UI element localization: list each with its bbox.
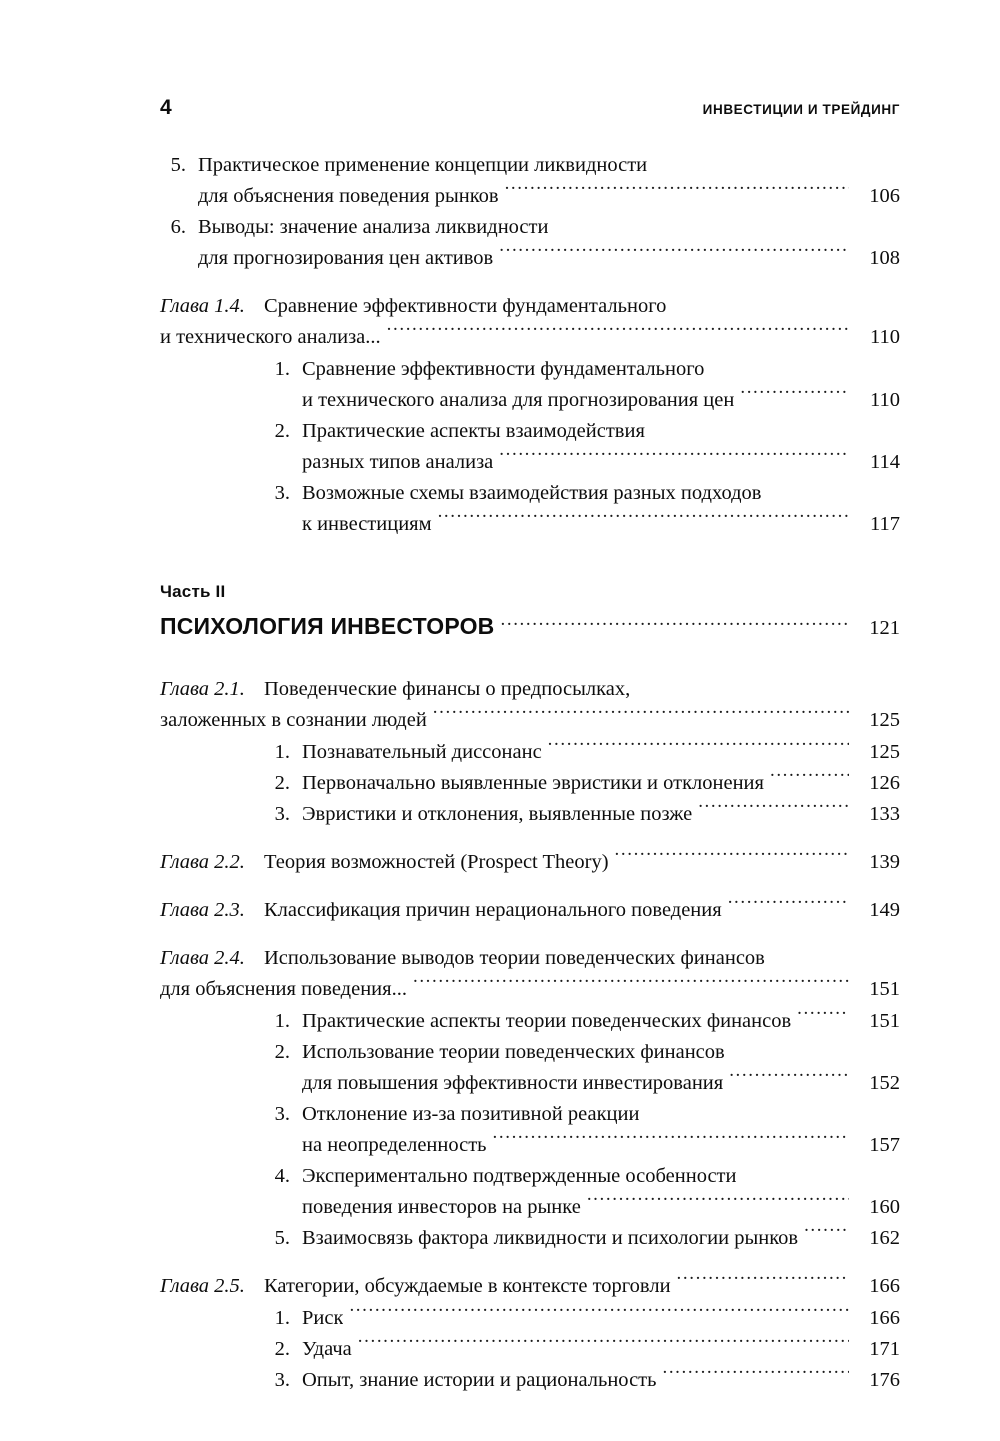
toc-entry[interactable] bbox=[264, 1223, 900, 1254]
toc-chapter-entry[interactable] bbox=[160, 847, 900, 878]
toc-item-number: 1. bbox=[274, 358, 290, 380]
toc-item-number: 1. bbox=[274, 1010, 290, 1032]
toc-item-number: 5. bbox=[274, 1227, 290, 1249]
toc-chapter-label: Глава 2.5. bbox=[160, 1275, 245, 1297]
leader-dots bbox=[413, 975, 849, 996]
toc-chapter-title: Поведенческие финансы о предпосылках, bbox=[264, 678, 631, 700]
toc-page-number[interactable]: 152 bbox=[869, 1072, 900, 1094]
toc-item-number: 2. bbox=[274, 1338, 290, 1360]
toc-entry[interactable] bbox=[264, 1334, 900, 1365]
toc-page-number[interactable]: 157 bbox=[869, 1134, 900, 1156]
toc-item-number: 2. bbox=[274, 420, 290, 442]
toc-item-text-cont: и технического анализа для прогнозирования цен bbox=[302, 389, 735, 411]
toc-item-text: Выводы: значение анализа ликвидности bbox=[198, 216, 549, 238]
toc-entry[interactable] bbox=[264, 354, 900, 416]
page-header bbox=[160, 96, 900, 122]
toc-chapter-label: Глава 2.4. bbox=[160, 947, 245, 969]
toc-item-text: Опыт, знание истории и рациональность bbox=[302, 1369, 657, 1391]
toc-item-text-cont: для повышения эффективности инвестирования bbox=[302, 1072, 724, 1094]
toc-page-number[interactable]: 171 bbox=[869, 1338, 900, 1360]
leader-dots bbox=[548, 738, 849, 759]
toc-entry[interactable] bbox=[264, 1161, 900, 1223]
toc-page-number[interactable]: 117 bbox=[870, 513, 900, 535]
toc-item-text: Взаимосвязь фактора ликвидности и психологии рынков bbox=[302, 1227, 799, 1249]
toc-part-kicker: Часть II bbox=[160, 582, 226, 601]
running-head: ИНВЕСТИЦИИ И ТРЕЙДИНГ bbox=[702, 102, 900, 117]
toc-page-number[interactable]: 110 bbox=[870, 389, 900, 411]
toc-item-text: Первоначально выявленные эвристики и отклонения bbox=[302, 772, 764, 794]
table-of-contents bbox=[160, 150, 900, 1396]
toc-item-text: Практические аспекты теории поведенческих финансов bbox=[302, 1010, 792, 1032]
toc-entry[interactable] bbox=[264, 478, 900, 540]
leader-dots bbox=[358, 1335, 849, 1356]
toc-entry[interactable] bbox=[160, 150, 900, 212]
toc-part-title: ПСИХОЛОГИЯ ИНВЕСТОРОВ bbox=[160, 613, 495, 639]
toc-page-number[interactable]: 149 bbox=[869, 899, 900, 921]
toc-entry[interactable] bbox=[264, 1037, 900, 1099]
toc-item-text-cont: разных типов анализа bbox=[302, 451, 494, 473]
toc-chapter-label: Глава 1.4. bbox=[160, 295, 245, 317]
leader-dots bbox=[505, 182, 849, 203]
toc-entry[interactable] bbox=[264, 1099, 900, 1161]
toc-item-number: 3. bbox=[274, 803, 290, 825]
toc-chapter-title: Теория возможностей (Prospect Theory) bbox=[264, 851, 609, 873]
toc-item-text: Практические аспекты взаимодействия bbox=[302, 420, 645, 442]
toc-part-entry[interactable] bbox=[160, 582, 900, 640]
page-number: 4 bbox=[160, 96, 172, 119]
leader-dots bbox=[740, 386, 849, 407]
leader-dots bbox=[433, 706, 849, 727]
toc-item-text: Экспериментально подтвержденные особенности bbox=[302, 1165, 737, 1187]
leader-dots bbox=[493, 1131, 849, 1152]
toc-page-number[interactable]: 114 bbox=[870, 451, 900, 473]
leader-dots bbox=[698, 800, 849, 821]
toc-page-number[interactable]: 162 bbox=[869, 1227, 900, 1249]
leader-dots bbox=[729, 1069, 849, 1090]
toc-chapter-2-4-items bbox=[264, 1006, 900, 1254]
toc-chapter-title: Использование выводов теории поведенческих финансов bbox=[264, 947, 765, 969]
toc-item-number: 1. bbox=[274, 741, 290, 763]
toc-chapter-entry[interactable] bbox=[160, 895, 900, 926]
toc-item-text: Отклонение из-за позитивной реакции bbox=[302, 1103, 640, 1125]
toc-item-number: 3. bbox=[274, 1103, 290, 1125]
toc-item-text: Риск bbox=[302, 1307, 344, 1329]
toc-item-number: 5. bbox=[170, 154, 186, 176]
toc-item-number: 4. bbox=[274, 1165, 290, 1187]
leader-dots bbox=[797, 1007, 849, 1028]
toc-page-number[interactable]: 121 bbox=[869, 617, 900, 639]
toc-chapter-title-cont: для объяснения поведения... bbox=[160, 978, 407, 1000]
toc-item-number: 2. bbox=[274, 1041, 290, 1063]
toc-chapter-title: Сравнение эффективности фундаментального bbox=[264, 295, 667, 317]
leader-dots bbox=[587, 1193, 849, 1214]
toc-item-number: 2. bbox=[274, 772, 290, 794]
leader-dots bbox=[499, 244, 849, 265]
toc-item-text: Практическое применение концепции ликвидности bbox=[198, 154, 648, 176]
toc-item-number: 1. bbox=[274, 1307, 290, 1329]
toc-chapter-label: Глава 2.3. bbox=[160, 899, 245, 921]
toc-chapter-title-cont: заложенных в сознании людей bbox=[160, 709, 427, 731]
toc-item-text: Удача bbox=[302, 1338, 352, 1360]
toc-entry[interactable] bbox=[264, 737, 900, 768]
toc-chapter-entry[interactable] bbox=[160, 1271, 900, 1302]
toc-page-number[interactable]: 166 bbox=[869, 1307, 900, 1329]
toc-page-number[interactable]: 160 bbox=[869, 1196, 900, 1218]
leader-dots bbox=[501, 611, 850, 634]
toc-page-number[interactable]: 151 bbox=[869, 1010, 900, 1032]
toc-chapter-2-1-items bbox=[264, 737, 900, 830]
toc-chapter-label: Глава 2.2. bbox=[160, 851, 245, 873]
leader-dots bbox=[677, 1272, 849, 1293]
toc-item-text: Использование теории поведенческих финансов bbox=[302, 1041, 725, 1063]
toc-page-number[interactable]: 108 bbox=[869, 247, 900, 269]
toc-item-number: 3. bbox=[274, 482, 290, 504]
toc-item-number: 3. bbox=[274, 1369, 290, 1391]
leader-dots bbox=[349, 1304, 849, 1325]
toc-item-text: Возможные схемы взаимодействия разных подходов bbox=[302, 482, 762, 504]
leader-dots bbox=[804, 1224, 849, 1245]
toc-item-text-cont: для прогнозирования цен активов bbox=[198, 247, 494, 269]
toc-item-text: Сравнение эффективности фундаментального bbox=[302, 358, 705, 380]
toc-entry[interactable] bbox=[264, 1303, 900, 1334]
toc-page-number[interactable]: 110 bbox=[870, 326, 900, 348]
toc-item-text-cont: на неопределенность bbox=[302, 1134, 487, 1156]
toc-page-number[interactable]: 166 bbox=[869, 1275, 900, 1297]
toc-chapter-entry[interactable] bbox=[160, 943, 900, 1005]
toc-page-number[interactable]: 106 bbox=[869, 185, 900, 207]
leader-dots bbox=[728, 896, 849, 917]
toc-page-number[interactable]: 139 bbox=[869, 851, 900, 873]
toc-page-number[interactable]: 125 bbox=[869, 709, 900, 731]
leader-dots bbox=[662, 1366, 849, 1387]
toc-page-number[interactable]: 133 bbox=[869, 803, 900, 825]
toc-page-number[interactable]: 151 bbox=[869, 978, 900, 1000]
toc-item-text-cont: к инвестициям bbox=[302, 513, 432, 535]
toc-entry[interactable] bbox=[264, 1006, 900, 1037]
toc-entry[interactable] bbox=[264, 1365, 900, 1396]
toc-chapter-2-5-items bbox=[264, 1303, 900, 1396]
toc-chapter-1-4-items bbox=[264, 354, 900, 540]
toc-page-number[interactable]: 125 bbox=[869, 741, 900, 763]
toc-page-number[interactable]: 126 bbox=[869, 772, 900, 794]
leader-dots bbox=[438, 510, 849, 531]
toc-item-text-cont: поведения инвесторов на рынке bbox=[302, 1196, 581, 1218]
toc-entry[interactable] bbox=[160, 212, 900, 274]
toc-item-text-cont: для объяснения поведения рынков bbox=[198, 185, 499, 207]
toc-item-text: Познавательный диссонанс bbox=[302, 741, 542, 763]
leader-dots bbox=[770, 769, 849, 790]
toc-chapter-entry[interactable] bbox=[160, 674, 900, 736]
toc-page-number[interactable]: 176 bbox=[869, 1369, 900, 1391]
toc-entry[interactable] bbox=[264, 799, 900, 830]
leader-dots bbox=[387, 323, 849, 344]
toc-chapter-title-cont: и технического анализа... bbox=[160, 326, 381, 348]
toc-item-text: Эвристики и отклонения, выявленные позже bbox=[302, 803, 693, 825]
toc-entry[interactable] bbox=[264, 768, 900, 799]
toc-chapter-entry[interactable] bbox=[160, 291, 900, 353]
leader-dots bbox=[615, 848, 849, 869]
toc-chapter-label: Глава 2.1. bbox=[160, 678, 245, 700]
toc-entry[interactable] bbox=[264, 416, 900, 478]
toc-chapter-title: Классификация причин нерационального поведения bbox=[264, 899, 722, 921]
leader-dots bbox=[499, 448, 849, 469]
toc-item-number: 6. bbox=[170, 216, 186, 238]
toc-chapter-title: Категории, обсуждаемые в контексте торговли bbox=[264, 1275, 671, 1297]
